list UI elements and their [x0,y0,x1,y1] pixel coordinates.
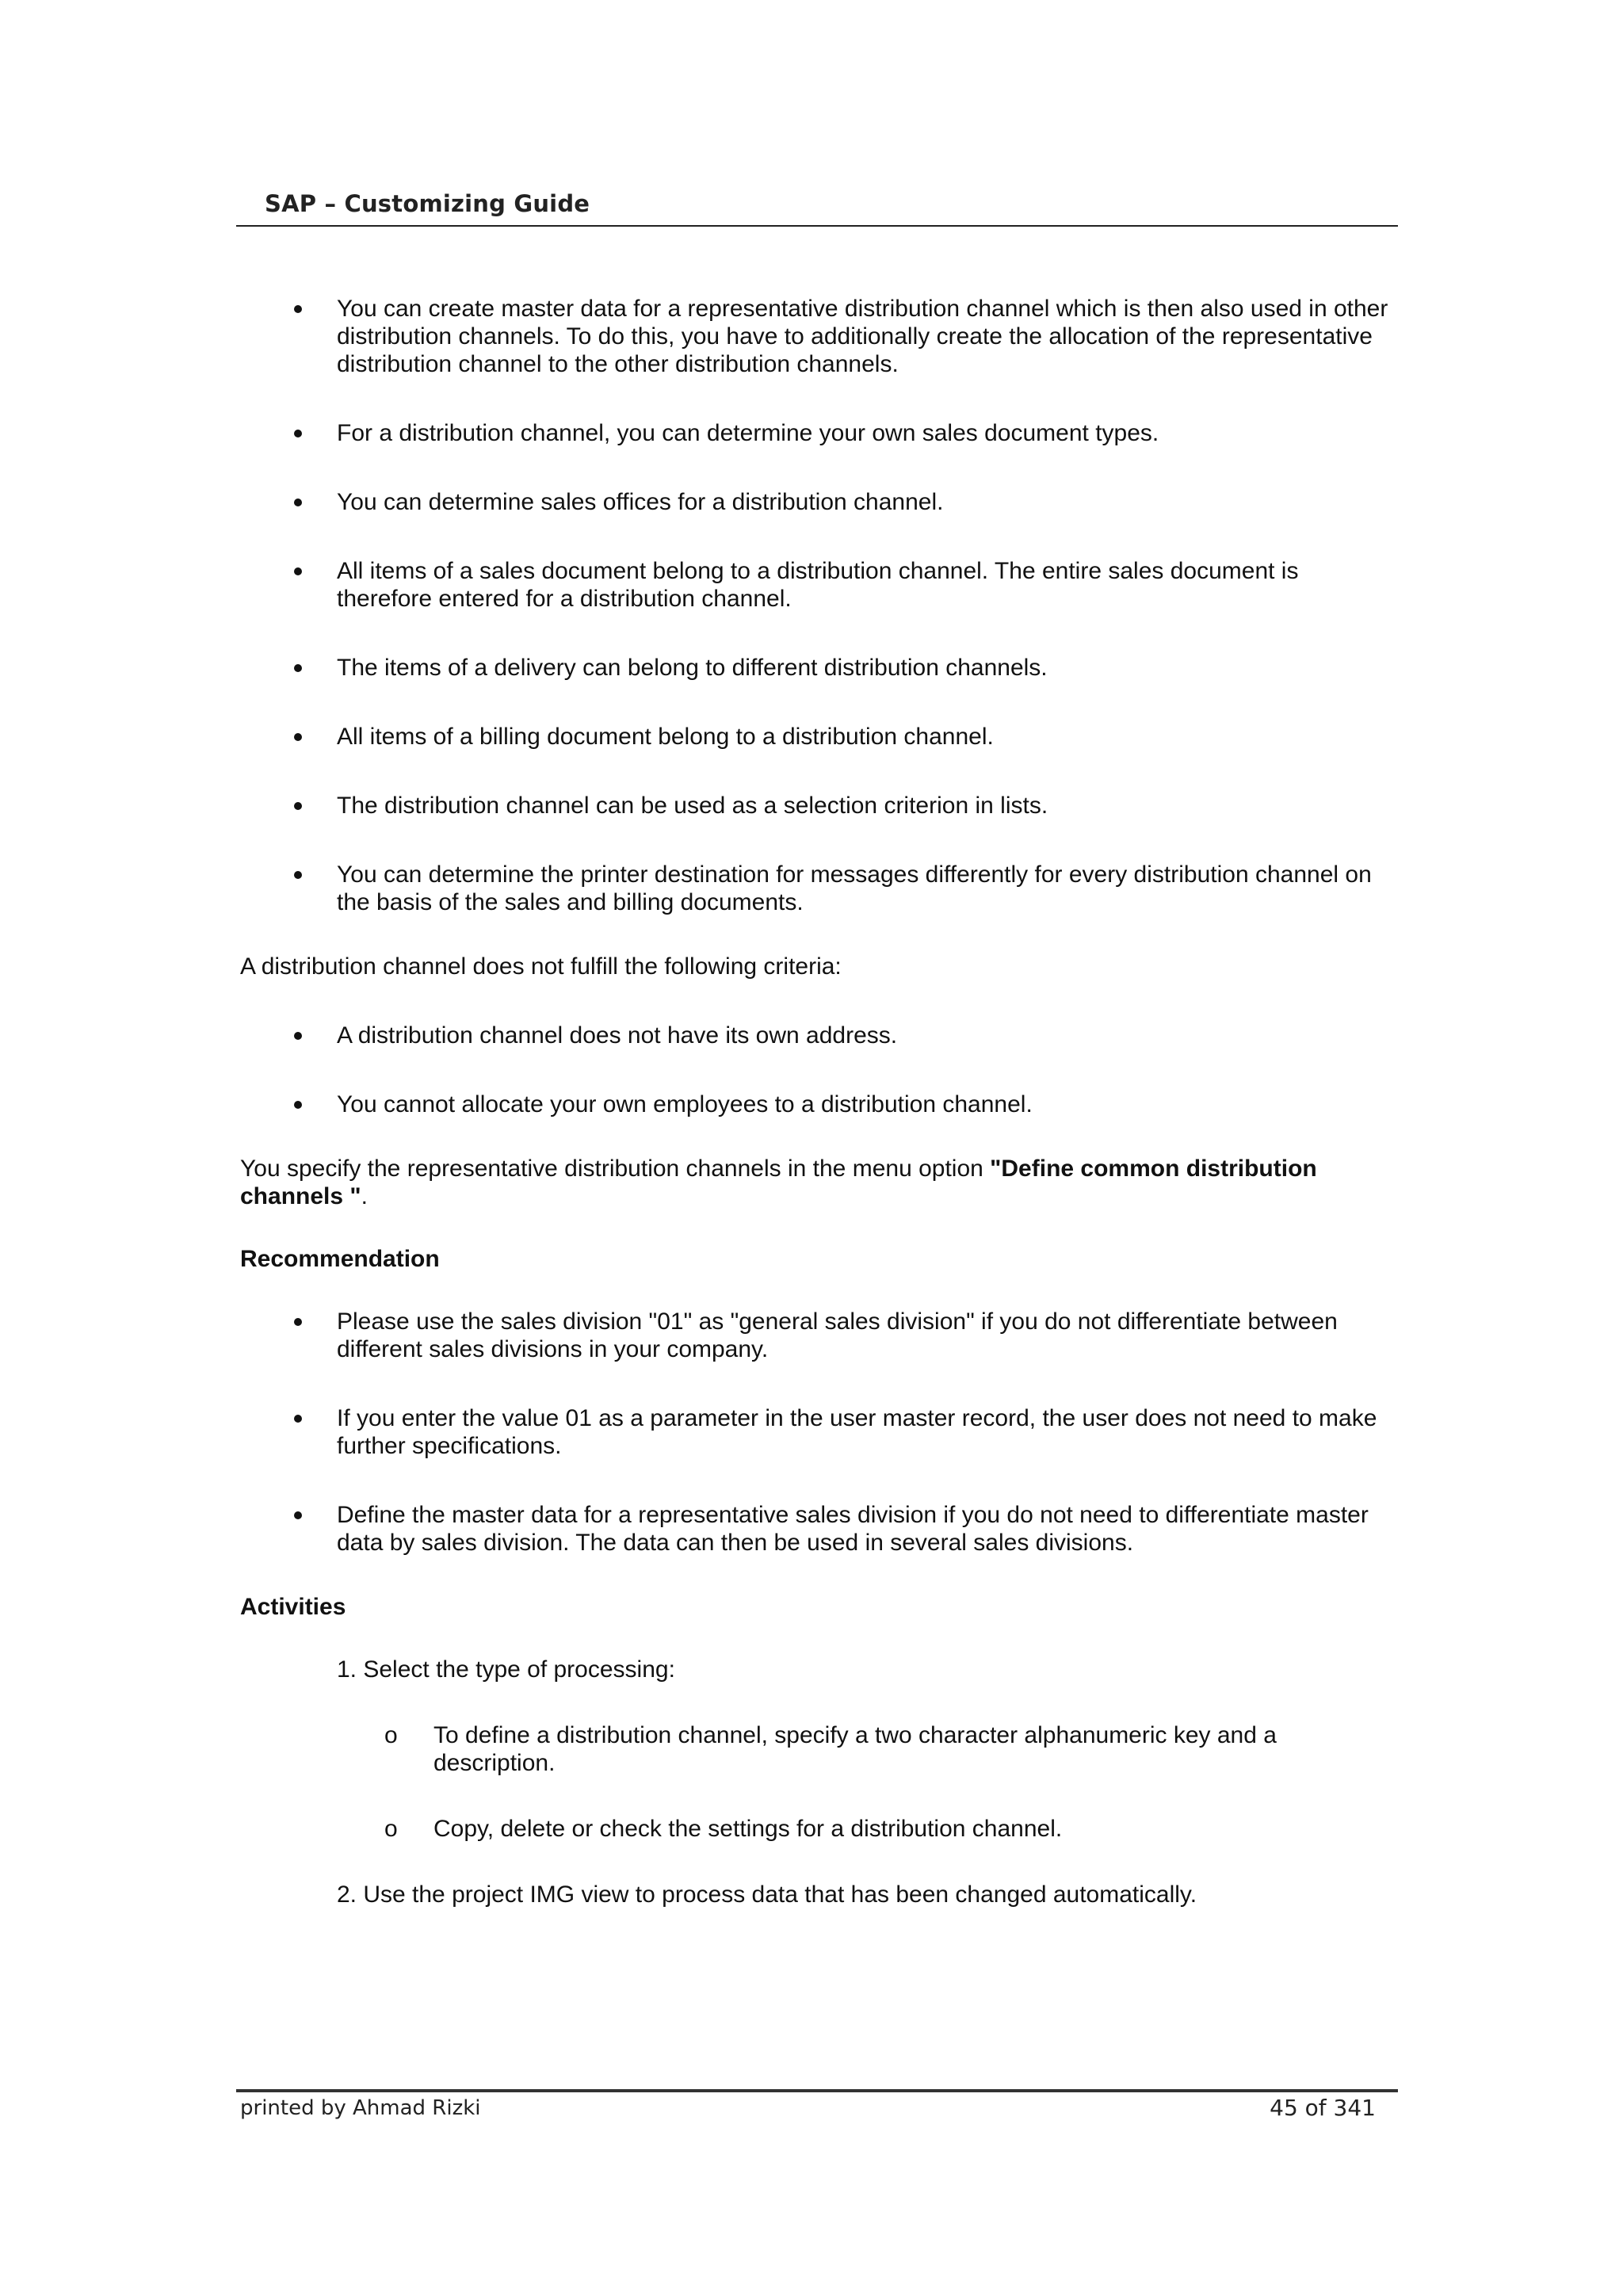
circle-bullet-icon: o [384,1816,398,1842]
list-item-text: The items of a delivery can belong to different distribution channels. [337,655,1048,681]
channel-features-list [240,295,1397,916]
list-item [240,1404,1397,1460]
list-item [240,557,1397,613]
list-item-text: All items of a sales document belong to a distribution channel. The entire sales document is therefore entered for a distribution channel. [337,558,1299,612]
list-item-text: Please use the sales division "01" as "general sales division" if you do not differentiate between different sales divisions in your company. [337,1308,1338,1362]
list-item [240,1308,1397,1363]
criteria-intro: A distribution channel does not fulfill the following criteria: [240,953,842,980]
list-item [240,723,1397,751]
specify-suffix: . [361,1183,368,1209]
step-text: 2. Use the project IMG view to process data that has been changed automatically. [337,1881,1197,1908]
bullet-icon [294,871,302,879]
bullet-icon [294,567,302,575]
list-item [240,488,1397,516]
header-title: SAP – Customizing Guide [265,190,590,217]
recommendation-heading: Recommendation [240,1246,440,1272]
bullet-icon [294,733,302,741]
sub-list-item [337,1721,1397,1777]
activities-heading: Activities [240,1594,346,1620]
bullet-icon [294,499,302,506]
sub-item-text: To define a distribution channel, specify a two character alphanumeric key and a description. [433,1722,1277,1776]
bullet-icon [294,802,302,810]
list-item-text: All items of a billing document belong to a distribution channel. [337,724,994,750]
bullet-icon [294,430,302,437]
list-item-text: You cannot allocate your own employees to a distribution channel. [337,1091,1033,1117]
list-item [240,1022,1397,1049]
list-item [240,654,1397,682]
page-number: 45 of 341 [1270,2095,1376,2121]
menu-option-name: "Define common distribution channels " [240,1156,1317,1209]
processing-options-list [337,1721,1397,1843]
header-divider [236,225,1398,227]
list-item-text: You can determine sales offices for a distribution channel. [337,489,944,515]
step-item [337,1881,1397,1908]
bullet-icon [294,305,302,313]
bullet-icon [294,1101,302,1109]
bullet-icon [294,1032,302,1040]
list-item [240,419,1397,447]
list-item [240,861,1397,916]
list-item [240,1501,1397,1557]
activities-steps [240,1656,1397,1908]
recommendation-list [240,1308,1397,1557]
circle-bullet-icon: o [384,1722,398,1748]
bullet-icon [294,1318,302,1326]
bullet-icon [294,1511,302,1519]
step-item [337,1656,1397,1843]
sub-item-text: Copy, delete or check the settings for a distribution channel. [433,1816,1063,1842]
list-item-text: The distribution channel can be used as a selection criterion in lists. [337,793,1048,819]
list-item-text: You can determine the printer destination for messages differently for every distribution channel on the basis of the sales and billing documents. [337,861,1372,915]
list-item-text: For a distribution channel, you can determine your own sales document types. [337,420,1159,446]
step-text: 1. Select the type of processing: [337,1656,675,1683]
list-item-text: Define the master data for a representative sales division if you do not need to differentiate master data by sales division. The data can then be used in several sales divisions. [337,1502,1369,1556]
list-item-text: A distribution channel does not have its own address. [337,1022,898,1049]
list-item [240,792,1397,819]
page-content [240,295,1397,1946]
list-item [240,295,1397,378]
list-item [240,1091,1397,1118]
list-item-text: You can create master data for a representative distribution channel which is then also used in other distribution channels. To do this, you have to additionally create the allocation of the representative distribution channel to the other distribution channels. [337,296,1388,377]
criteria-list [240,1022,1397,1118]
footer-printed-by: printed by Ahmad Rizki [240,2096,481,2120]
specify-text: You specify the representative distribution channels in the menu option [240,1156,991,1182]
list-item-text: If you enter the value 01 as a parameter in the user master record, the user does not need to make further specifications. [337,1405,1377,1459]
bullet-icon [294,1415,302,1423]
bullet-icon [294,664,302,672]
sub-list-item [337,1815,1397,1843]
footer-divider [236,2089,1398,2092]
specify-paragraph [240,1155,1397,1210]
